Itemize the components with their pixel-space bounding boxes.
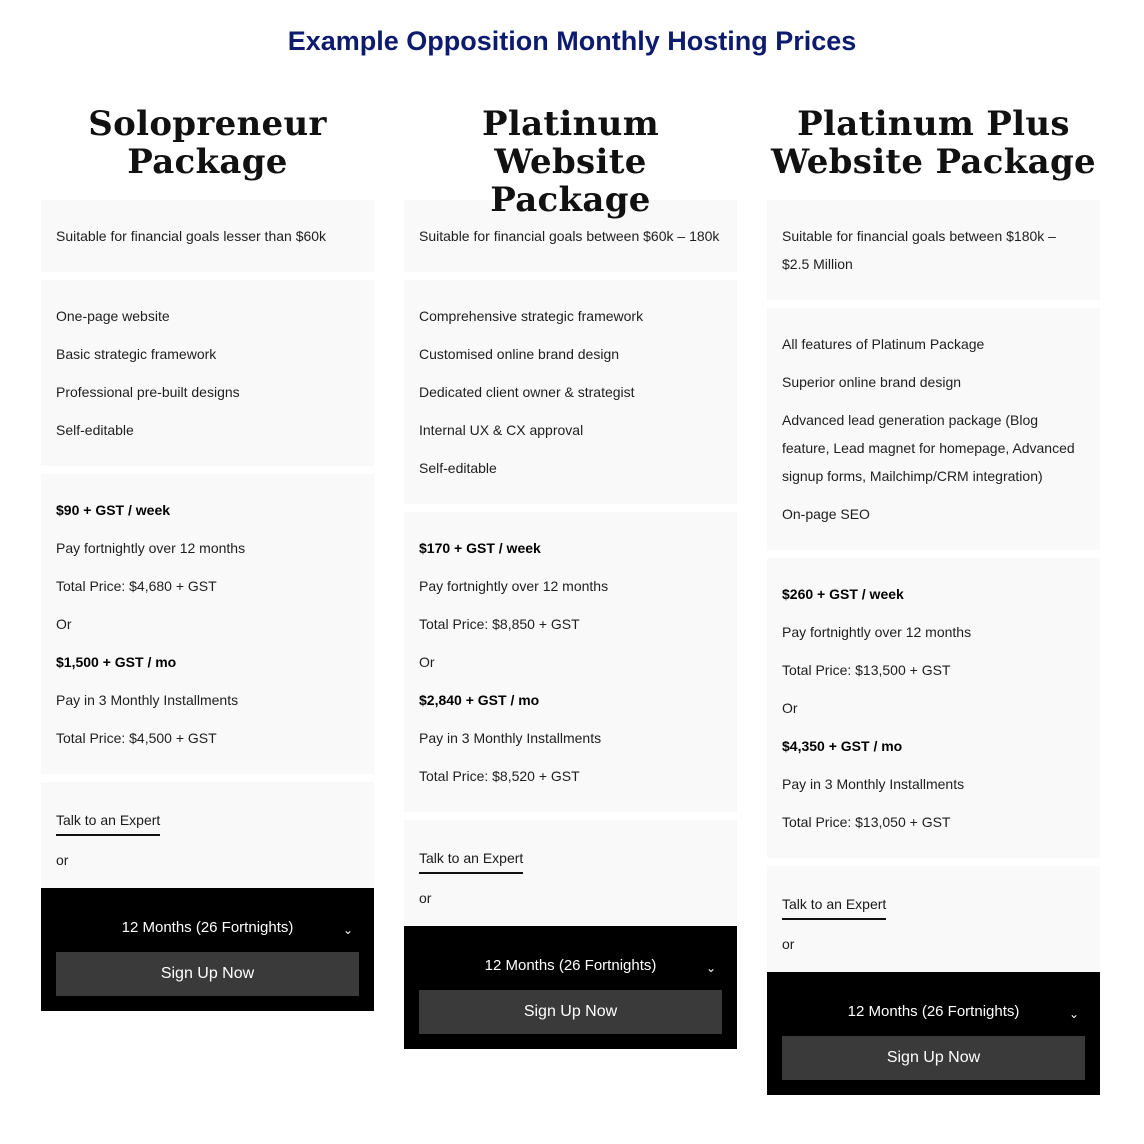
talk-to-expert-link[interactable]: Talk to an Expert [419, 847, 523, 874]
monthly-price: $2,840 + GST / mo [419, 692, 540, 708]
talk-to-expert-link[interactable]: Talk to an Expert [56, 809, 160, 836]
billing-term-select[interactable] [56, 916, 359, 944]
monthly-total: Total Price: $4,500 + GST [56, 730, 217, 746]
weekly-terms: Pay fortnightly over 12 months [419, 578, 609, 594]
monthly-total: Total Price: $8,520 + GST [419, 768, 580, 784]
suitability-text: Suitable for financial goals lesser than $60k [56, 228, 327, 244]
billing-term-value: 12 Months (26 Fortnights) [121, 919, 294, 936]
cta-or: or [419, 890, 432, 906]
chevron-down-icon: ⌄ [705, 961, 716, 975]
cta-box [404, 820, 737, 926]
sign-up-button[interactable]: Sign Up Now [419, 990, 722, 1034]
suitability-box [41, 200, 374, 272]
pricing-or: Or [56, 616, 72, 632]
feature-item: Advanced lead generation package (Blog feature, Lead magnet for homepage, Advanced signup forms, Mailchimp/CRM integration) [782, 412, 1075, 484]
monthly-total: Total Price: $13,050 + GST [782, 814, 951, 830]
suitability-text: Suitable for financial goals between $60k – 180k [419, 228, 720, 244]
billing-term-value: 12 Months (26 Fortnights) [847, 1003, 1020, 1020]
feature-item: Dedicated client owner & strategist [419, 384, 635, 400]
suitability-box [767, 200, 1100, 300]
features-box [41, 280, 374, 466]
weekly-total: Total Price: $13,500 + GST [782, 662, 951, 678]
feature-item: On-page SEO [782, 506, 870, 522]
feature-item: Comprehensive strategic framework [419, 308, 644, 324]
suitability-text: Suitable for financial goals between $180k – $2.5 Million [782, 228, 1056, 272]
features-box [404, 280, 737, 504]
pricing-or: Or [419, 654, 435, 670]
cta-or: or [56, 852, 69, 868]
monthly-terms: Pay in 3 Monthly Installments [419, 730, 602, 746]
chevron-down-icon: ⌄ [342, 923, 353, 937]
monthly-terms: Pay in 3 Monthly Installments [782, 776, 965, 792]
cta-or: or [782, 936, 795, 952]
signup-panel [404, 926, 737, 1049]
sign-up-button[interactable]: Sign Up Now [56, 952, 359, 996]
weekly-price: $260 + GST / week [782, 586, 904, 602]
weekly-price: $170 + GST / week [419, 540, 541, 556]
billing-term-value: 12 Months (26 Fortnights) [484, 957, 657, 974]
cta-box [767, 866, 1100, 972]
package-title [404, 100, 737, 220]
pricing-box [404, 512, 737, 812]
sign-up-button[interactable]: Sign Up Now [782, 1036, 1085, 1080]
pricing-box [767, 558, 1100, 858]
package-card-platinum [404, 100, 737, 1049]
package-title-line1: Platinum Plus [797, 104, 1070, 144]
package-title-line2: Package [490, 180, 651, 220]
chevron-down-icon: ⌄ [1068, 1007, 1079, 1021]
monthly-price: $4,350 + GST / mo [782, 738, 903, 754]
weekly-terms: Pay fortnightly over 12 months [782, 624, 972, 640]
signup-panel [41, 888, 374, 1011]
pricing-or: Or [782, 700, 798, 716]
page-title: Example Opposition Monthly Hosting Prices [287, 26, 857, 56]
monthly-terms: Pay in 3 Monthly Installments [56, 692, 239, 708]
monthly-price: $1,500 + GST / mo [56, 654, 177, 670]
package-title-line2: Package [127, 142, 288, 182]
package-title [41, 100, 374, 200]
package-card-solopreneur [41, 100, 374, 1011]
feature-item: All features of Platinum Package [782, 336, 985, 352]
talk-to-expert-link[interactable]: Talk to an Expert [782, 893, 886, 920]
weekly-total: Total Price: $8,850 + GST [419, 616, 580, 632]
package-title-line1: Solopreneur [88, 104, 327, 144]
feature-item: Self-editable [419, 460, 497, 476]
billing-term-select[interactable] [419, 954, 722, 982]
weekly-price: $90 + GST / week [56, 502, 171, 518]
billing-term-select[interactable] [782, 1000, 1085, 1028]
feature-item: Customised online brand design [419, 346, 620, 362]
feature-item: Self-editable [56, 422, 134, 438]
signup-panel [767, 972, 1100, 1095]
cta-box [41, 782, 374, 888]
feature-item: Internal UX & CX approval [419, 422, 584, 438]
feature-item: Superior online brand design [782, 374, 962, 390]
pricing-box [41, 474, 374, 774]
features-box [767, 308, 1100, 550]
feature-item: Basic strategic framework [56, 346, 217, 362]
weekly-total: Total Price: $4,680 + GST [56, 578, 217, 594]
package-card-platinum-plus [767, 100, 1100, 1095]
package-title [767, 100, 1100, 200]
weekly-terms: Pay fortnightly over 12 months [56, 540, 246, 556]
package-title-line1: Platinum Website [482, 104, 659, 182]
feature-item: Professional pre-built designs [56, 384, 240, 400]
package-title-line2: Website Package [771, 142, 1096, 182]
feature-item: One-page website [56, 308, 170, 324]
